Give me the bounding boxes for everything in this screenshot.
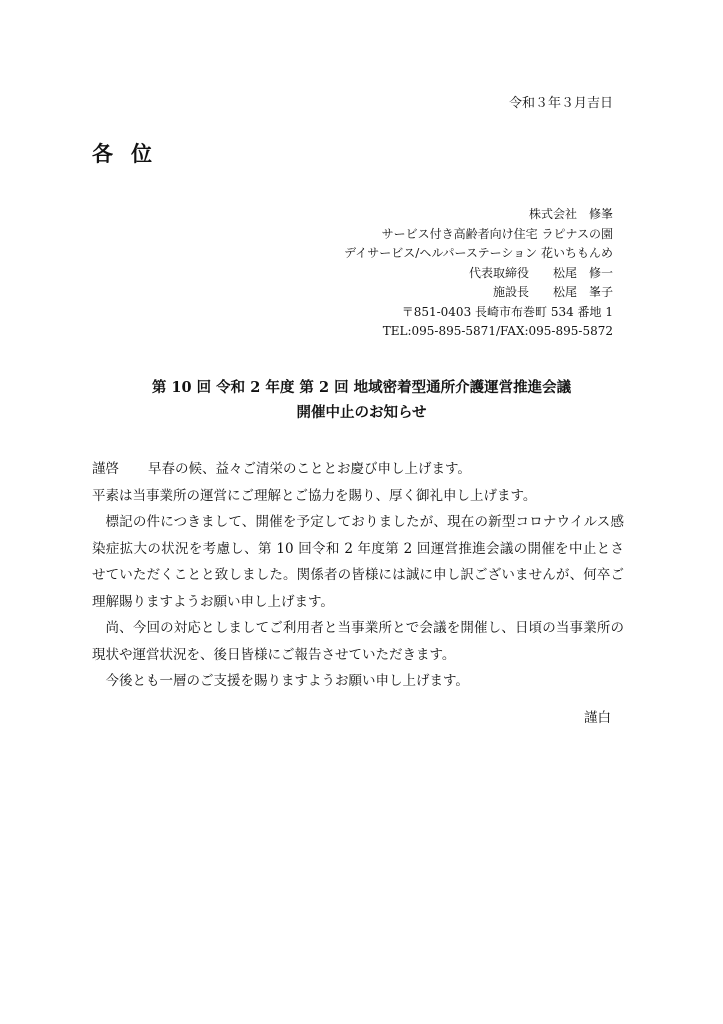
notice-title-line2: 開催中止のお知らせ (296, 404, 427, 421)
greeting-word: 謹啓 (92, 461, 119, 477)
body-paragraph-1: 平素は当事業所の運営にご理解とご協力を賜り、厚く御礼申し上げます。 (92, 487, 537, 504)
greeting-text: 早春の候、益々ご清栄のこととお慶び申し上げます。 (148, 461, 471, 477)
notice-title (0, 375, 723, 425)
sender-representative: 代表取締役 松尾 修一 (468, 265, 613, 280)
recipient-heading: 各位 (92, 141, 170, 166)
sender-block (344, 205, 613, 342)
sender-company: 株式会社 修峯 (528, 207, 613, 221)
sender-address: 〒851-0403 長崎市布巻町 534 番地 1 (401, 304, 613, 319)
closing-word: 謹白 (584, 710, 611, 726)
sender-facility: サービス付き高齢者向け住宅 ラピナスの園 (381, 226, 613, 241)
sender-contact: TEL:095-895-5871/FAX:095-895-5872 (382, 324, 613, 338)
document-date: 令和３年３月吉日 (508, 96, 613, 111)
sender-service: デイサービス/ヘルパーステーション 花いちもんめ (344, 246, 613, 260)
notice-body (92, 456, 624, 695)
body-paragraph-2: 標記の件につきまして、開催を予定しておりましたが、現在の新型コロナウイルス感染症拡大の状況を考慮し、第 10 回令和 2 年度第 2 回運営推進会議の開催を中止とさせていただくことと致しました。関係者の皆様には誠に申し訳ございませんが、何卒ご理解賜りますようお願い申し上げます。 (92, 514, 624, 610)
notice-title-line1: 第 10 回 令和 2 年度 第 2 回 地域密着型通所介護運営推進会議 (151, 379, 572, 396)
body-paragraph-3: 尚、今回の対応としましてご利用者と当事業所とで会議を開催し、日頃の当事業所の現状や運営状況を、後日皆様にご報告させていただきます。 (92, 620, 624, 663)
body-paragraph-4: 今後とも一層のご支援を賜りますようお願い申し上げます。 (105, 673, 469, 689)
greeting-line (92, 456, 624, 483)
sender-director: 施設長 松尾 峯子 (492, 285, 613, 299)
